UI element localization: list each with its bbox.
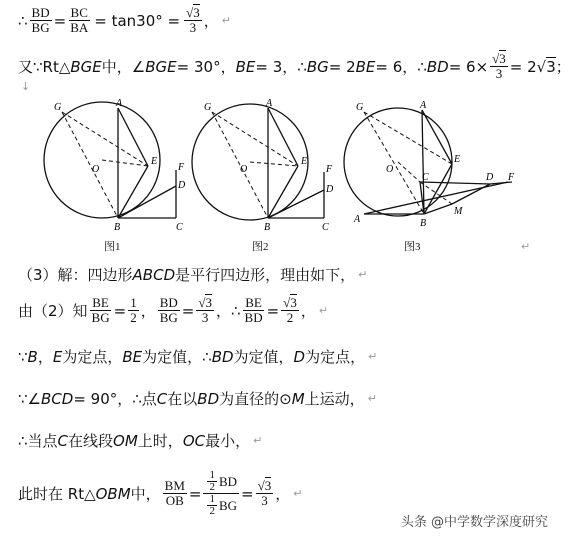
svg-text:B: B bbox=[114, 222, 121, 233]
fraction-root3-3: $\frac{√3}{3}$ bbox=[198, 295, 212, 325]
svg-text:C: C bbox=[422, 172, 429, 183]
return-mark-icon: ↵ bbox=[253, 434, 263, 447]
equation-line-4: 由（2）知 $\frac{BE}{BG}$ = $\frac{1}{2}$ ， $\frac{BD}{BG}$ = $\frac{√3}{3}$ ，∴ $\frac{BE}{BD}$ = $\frac{√3}{2}$ ， ↵ bbox=[18, 295, 329, 325]
equation-line-7: ∴当点 C 在线段 OM 上时， OC 最小， ↵ bbox=[18, 431, 263, 450]
svg-text:F: F bbox=[178, 162, 185, 173]
svg-text:E: E bbox=[151, 156, 158, 167]
svg-text:A: A bbox=[266, 98, 273, 109]
svg-text:B: B bbox=[264, 222, 271, 233]
therefore-symbol: ∴ bbox=[18, 11, 28, 30]
fraction-root3-3: $\frac{√3}{3}$ bbox=[257, 478, 272, 508]
svg-text:C: C bbox=[176, 222, 183, 233]
svg-text:D: D bbox=[178, 180, 186, 191]
fraction-be-bd: $\frac{BE}{BD}$ bbox=[244, 295, 263, 325]
figure-1-caption: 图1 bbox=[104, 241, 121, 253]
fraction-bd-bg: $\frac{BD}{BG}$ bbox=[159, 295, 178, 325]
equation-line-2: 又∵Rt△ BGE 中，∠ BGE = 30°， BE = 3，∴ BG = 2 BE = 6，∴ BD = 6× $\frac{√3}{3}$ = 2 √3 ； bbox=[18, 51, 571, 81]
svg-text:E: E bbox=[454, 154, 461, 165]
fraction-be-bg: $\frac{BE}{BG}$ bbox=[91, 295, 110, 325]
equation-line-5: ∵ B ， E 为定点， BE 为定值，∴ BD 为定值， D 为定点， ↵ bbox=[18, 347, 378, 366]
return-mark-icon: ↵ bbox=[318, 304, 329, 317]
return-mark-icon: ↵ bbox=[368, 350, 378, 363]
fraction-root3-2: $\frac{√3}{2}$ bbox=[283, 295, 297, 325]
figure-3-caption: 图3 bbox=[404, 241, 421, 253]
watermark: 头条 @中学数学深度研究 bbox=[400, 515, 548, 530]
svg-text:D: D bbox=[326, 184, 334, 195]
equation-line-8: 此时在 Rt△ OBM 中， $\frac{BM}{OB}$ = $\frac{1}{2}$ BD $\frac{1}{2}$ BG = $\frac{√3}{3}$ ， ↵ bbox=[18, 469, 303, 517]
svg-text:M: M bbox=[454, 206, 463, 217]
paragraph-mark-icon: ↓ bbox=[21, 80, 31, 93]
return-mark-icon: ↵ bbox=[293, 487, 303, 500]
svg-text:F: F bbox=[326, 164, 333, 175]
equation-line-1: ∴ $\frac{BD}{BG}$ = $\frac{BC}{BA}$ = tan30° = $\frac{√3}{3}$ ， ↵ bbox=[18, 5, 231, 35]
figure-2-caption: 图2 bbox=[252, 241, 269, 253]
svg-text:A: A bbox=[354, 214, 361, 225]
fraction-bc-ba: $\frac{BC}{BA}$ bbox=[70, 5, 89, 35]
svg-text:A: A bbox=[116, 98, 123, 109]
fraction-bd-bg: $\frac{BD}{BG}$ bbox=[31, 5, 50, 35]
solution-heading: （3）解：四边形 ABCD 是平行四边形，理由如下， ↵ bbox=[18, 265, 368, 284]
fraction-bm-ob: $\frac{BM}{OB}$ bbox=[164, 478, 185, 508]
return-mark-icon: ↵ bbox=[367, 392, 377, 405]
svg-text:G: G bbox=[54, 102, 62, 113]
svg-text:E: E bbox=[301, 156, 308, 167]
figure-3 bbox=[340, 100, 540, 235]
fraction-root3-3: $\frac{√3}{3}$ bbox=[186, 5, 200, 35]
svg-text:G: G bbox=[356, 102, 364, 113]
svg-text:G: G bbox=[204, 102, 212, 113]
svg-text:O: O bbox=[386, 164, 394, 175]
fraction-root3-3: $\frac{√3}{3}$ bbox=[492, 51, 506, 81]
svg-text:F: F bbox=[508, 172, 515, 183]
equation-line-6: ∵∠ BCD = 90°，∴点 C 在以 BD 为直径的⊙ M 上运动， ↵ bbox=[18, 389, 377, 408]
paragraph-mark-icon: ↵ bbox=[521, 240, 531, 253]
compound-fraction: $\frac{1}{2}$ BD $\frac{1}{2}$ BG bbox=[203, 470, 239, 517]
svg-text:D: D bbox=[486, 172, 494, 183]
svg-text:C: C bbox=[322, 222, 329, 233]
svg-text:B: B bbox=[420, 218, 427, 229]
figure-2 bbox=[190, 100, 350, 235]
figure-1 bbox=[40, 100, 200, 235]
svg-text:O: O bbox=[92, 164, 100, 175]
svg-text:O: O bbox=[240, 164, 248, 175]
fraction-1-2: $\frac{1}{2}$ bbox=[130, 295, 137, 325]
svg-text:A: A bbox=[420, 100, 427, 111]
return-mark-icon: ↵ bbox=[358, 268, 368, 281]
return-mark-icon: ↵ bbox=[221, 14, 231, 27]
